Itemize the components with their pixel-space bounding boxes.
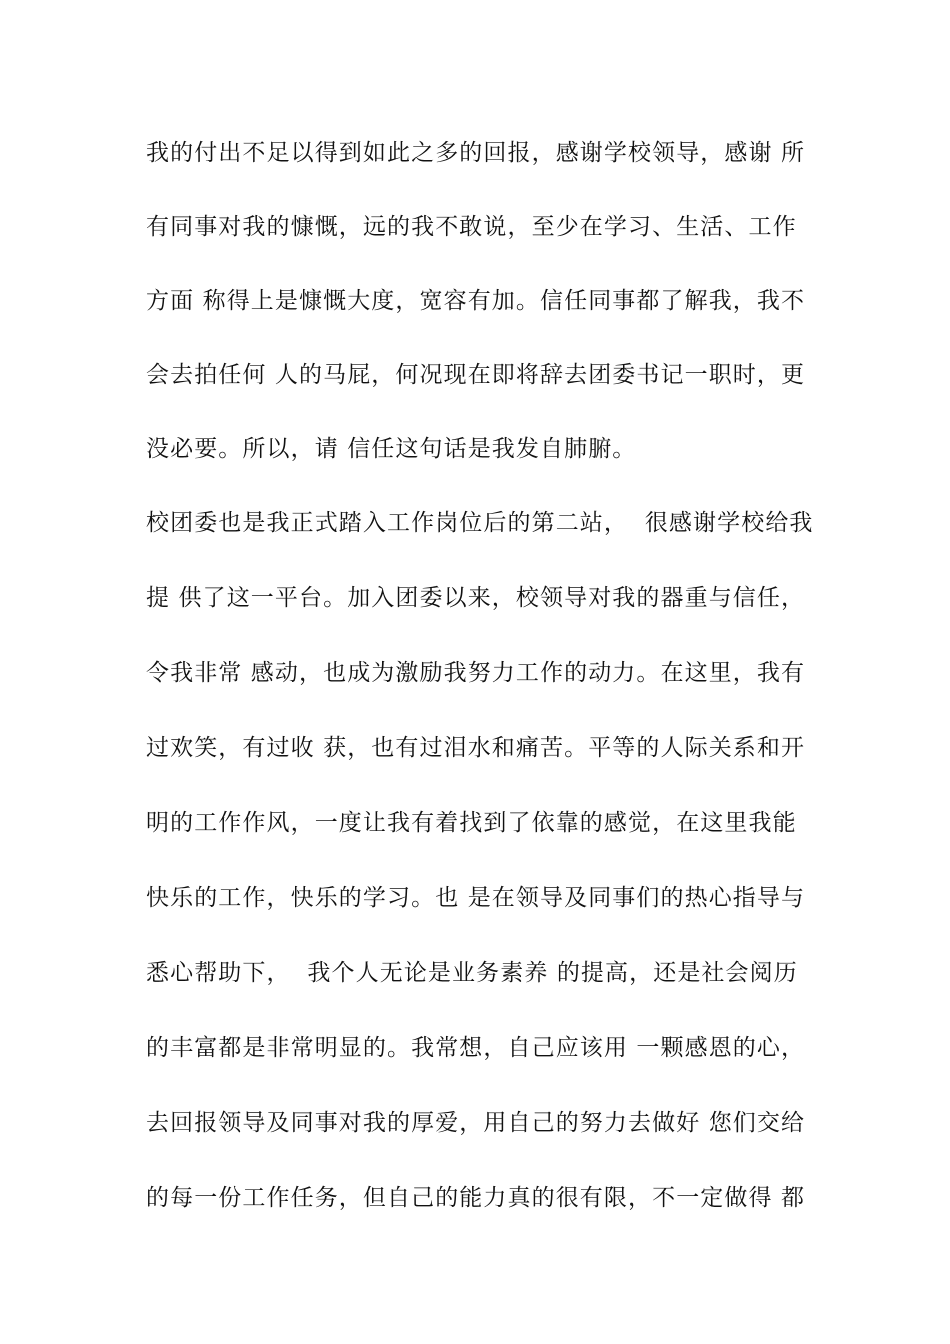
text-line: 令我非常 感动，也成为激励我努力工作的动力。在这里，我有 (146, 660, 806, 686)
text-line: 去回报领导及同事对我的厚爱，用自己的努力去做好 您们交给 (146, 1110, 806, 1136)
text-line: 会去拍任何 人的马屁，何况现在即将辞去团委书记一职时，更 (146, 362, 806, 388)
text-line: 校团委也是我正式踏入工作岗位后的第二站， 很感谢学校给我 (146, 510, 814, 536)
text-line: 的丰富都是非常明显的。我常想，自己应该用 一颗感恩的心， (146, 1035, 806, 1061)
text-line: 的每一份工作任务，但自己的能力真的很有限，不一定做得 都 (146, 1185, 806, 1211)
text-line: 方面 称得上是慷慨大度，宽容有加。信任同事都了解我，我不 (146, 288, 806, 314)
text-line: 我的付出不足以得到如此之多的回报，感谢学校领导，感谢 所 (146, 140, 806, 166)
text-line: 提 供了这一平台。加入团委以来，校领导对我的器重与信任， (146, 585, 806, 611)
text-line: 悉心帮助下， 我个人无论是业务素养 的提高，还是社会阅历 (146, 960, 798, 986)
text-line: 明的工作作风，一度让我有着找到了依靠的感觉，在这里我能 (146, 810, 797, 836)
text-line: 有同事对我的慷慨，远的我不敢说，至少在学习、生活、工作 (146, 214, 797, 240)
text-line: 过欢笑，有过收 获，也有过泪水和痛苦。平等的人际关系和开 (146, 735, 806, 761)
text-line: 没必要。所以，请 信任这句话是我发自肺腑。 (146, 436, 637, 462)
text-line: 快乐的工作，快乐的学习。也 是在领导及同事们的热心指导与 (146, 885, 806, 911)
